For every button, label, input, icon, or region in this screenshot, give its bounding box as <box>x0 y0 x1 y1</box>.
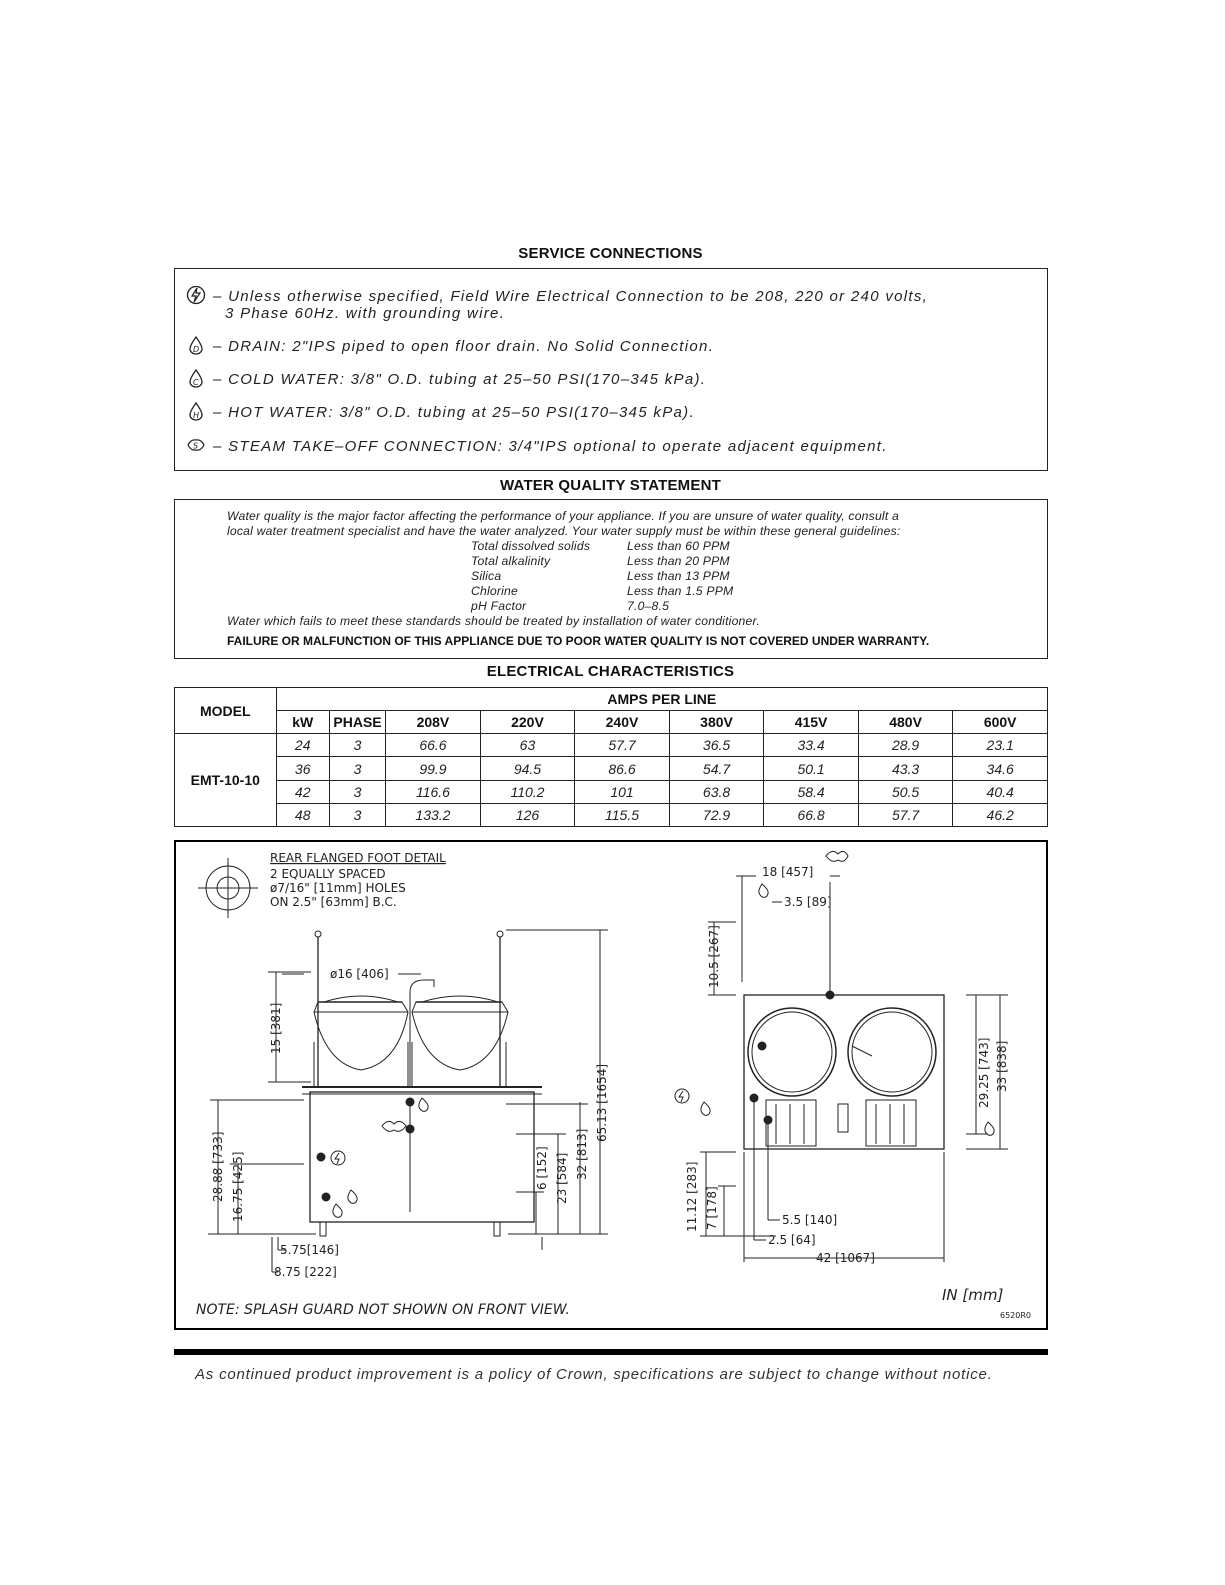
dim-label: 28.88 [733] <box>211 1131 225 1202</box>
table-cell: 46.2 <box>953 803 1048 826</box>
front-view <box>208 930 608 1272</box>
table-cell: 50.1 <box>764 757 859 780</box>
dim-label: 65.13 [1654] <box>595 1063 609 1142</box>
column-header: kW <box>276 711 329 734</box>
table-cell: 3 <box>329 757 385 780</box>
foot-detail-title: REAR FLANGED FOOT DETAIL <box>270 851 446 865</box>
svg-text:H: H <box>193 411 201 420</box>
table-cell: 72.9 <box>669 803 764 826</box>
table-cell: 66.6 <box>386 734 481 757</box>
model-header: MODEL <box>175 688 277 734</box>
dim-label: 16.75 [425] <box>231 1151 245 1222</box>
table-cell: 54.7 <box>669 757 764 780</box>
foot-detail-line: 2 EQUALLY SPACED <box>270 867 386 881</box>
water-intro-line2: local water treatment specialist and have the water analyzed. Your water supply must be within these general guidelines: <box>227 524 901 538</box>
table-cell: 48 <box>276 803 329 826</box>
column-header: 240V <box>575 711 670 734</box>
foot-detail-line: ON 2.5" [63mm] B.C. <box>270 895 397 909</box>
dim-label: 15 [381] <box>269 1002 283 1054</box>
svg-text:C: C <box>193 378 200 387</box>
dim-label: 5.5 [140] <box>782 1213 838 1227</box>
footer-disclaimer: As continued product improvement is a policy of Crown, specifications are subject to change without notice. <box>195 1366 993 1383</box>
dim-diameter: ø16 [406] <box>330 967 389 981</box>
table-cell: 28.9 <box>858 734 953 757</box>
table-cell: 101 <box>575 780 670 803</box>
svg-text:D: D <box>193 345 201 354</box>
table-cell: 86.6 <box>575 757 670 780</box>
table-cell: 116.6 <box>386 780 481 803</box>
column-header: 480V <box>858 711 953 734</box>
table-row <box>175 757 1048 780</box>
table-cell: 126 <box>480 803 575 826</box>
table-cell: 63 <box>480 734 575 757</box>
electrical-bolt-icon <box>185 285 207 305</box>
electrical-table <box>174 687 1048 827</box>
warranty-warning: FAILURE OR MALFUNCTION OF THIS APPLIANCE DUE TO POOR WATER QUALITY IS NOT COVERED UNDER WARRANTY. <box>227 634 930 648</box>
drawing-connection-icons <box>331 851 994 1217</box>
table-cell: 24 <box>276 734 329 757</box>
dim-label: 33 [838] <box>995 1040 1009 1092</box>
table-cell: 3 <box>329 803 385 826</box>
guideline-limit: Less than 60 PPM <box>627 539 730 553</box>
table-cell: 99.9 <box>386 757 481 780</box>
guideline-limit: Less than 13 PPM <box>627 569 730 583</box>
water-quality-box <box>174 499 1048 659</box>
model-name: EMT-10-10 <box>175 734 277 827</box>
dim-label: 18 [457] <box>762 865 814 879</box>
foot-detail-symbol <box>198 858 258 918</box>
table-cell: 50.5 <box>858 780 953 803</box>
column-header: 208V <box>386 711 481 734</box>
service-item-electrical: – Unless otherwise specified, Field Wire Electrical Connection to be 208, 220 or 240 volts, 3 Phase 60Hz. with grounding wire. <box>185 285 928 322</box>
splash-guard-note: NOTE: SPLASH GUARD NOT SHOWN ON FRONT VIEW. <box>196 1302 570 1318</box>
table-cell: 115.5 <box>575 803 670 826</box>
dim-label: 6 [152] <box>535 1146 549 1190</box>
dim-label: 23 [584] <box>555 1152 569 1204</box>
table-cell: 42 <box>276 780 329 803</box>
table-cell: 58.4 <box>764 780 859 803</box>
water-note: Water which fails to meet these standards should be treated by installation of water conditioner. <box>227 614 760 628</box>
guideline-name: Total alkalinity <box>471 554 551 568</box>
foot-detail-line: ø7/16" [11mm] HOLES <box>270 881 406 895</box>
guideline-name: Chlorine <box>471 584 518 598</box>
guideline-name: Silica <box>471 569 502 583</box>
amps-header: AMPS PER LINE <box>276 688 1047 711</box>
guideline-name: pH Factor <box>471 599 527 613</box>
table-row <box>175 780 1048 803</box>
table-cell: 40.4 <box>953 780 1048 803</box>
table-cell: 133.2 <box>386 803 481 826</box>
top-view <box>700 876 1008 1262</box>
table-cell: 36.5 <box>669 734 764 757</box>
table-cell: 3 <box>329 780 385 803</box>
dim-label: 42 [1067] <box>816 1251 875 1265</box>
service-item-drain: D – DRAIN: 2"IPS piped to open floor drain. No Solid Connection. <box>185 335 714 355</box>
guideline-limit: Less than 1.5 PPM <box>627 584 734 598</box>
guideline-name: Total dissolved solids <box>471 539 591 553</box>
table-cell: 34.6 <box>953 757 1048 780</box>
units-label: IN [mm] <box>942 1286 1004 1304</box>
service-connections-heading: SERVICE CONNECTIONS <box>518 245 703 262</box>
column-header: 220V <box>480 711 575 734</box>
technical-drawing <box>174 840 1048 1330</box>
table-cell: 94.5 <box>480 757 575 780</box>
table-cell: 57.7 <box>575 734 670 757</box>
service-item-cold-water: C – COLD WATER: 3/8" O.D. tubing at 25–50 PSI(170–345 kPa). <box>185 368 706 388</box>
table-cell: 110.2 <box>480 780 575 803</box>
table-cell: 33.4 <box>764 734 859 757</box>
table-row <box>175 803 1048 826</box>
service-item-steam: S – STEAM TAKE–OFF CONNECTION: 3/4"IPS optional to operate adjacent equipment. <box>185 435 888 455</box>
dim-label: 8.75 [222] <box>274 1265 337 1279</box>
cold-water-icon <box>185 368 207 388</box>
electrical-heading: ELECTRICAL CHARACTERISTICS <box>486 663 735 680</box>
drawing-canvas <box>176 842 1046 1328</box>
column-header: 380V <box>669 711 764 734</box>
water-quality-heading: WATER QUALITY STATEMENT <box>500 477 721 494</box>
drain-icon <box>185 335 207 355</box>
table-cell: 66.8 <box>764 803 859 826</box>
dim-label: 11.12 [283] <box>685 1161 699 1232</box>
table-cell: 63.8 <box>669 780 764 803</box>
steam-icon <box>185 435 207 455</box>
dim-label: 3.5 [89] <box>784 895 832 909</box>
table-cell: 3 <box>329 734 385 757</box>
dim-label: 10.5 [267] <box>707 925 721 988</box>
guideline-limit: 7.0–8.5 <box>627 599 670 613</box>
service-item-hot-water: H – HOT WATER: 3/8" O.D. tubing at 25–50 PSI(170–345 kPa). <box>185 401 695 421</box>
dim-label: 5.75[146] <box>280 1243 339 1257</box>
dim-label: 2.5 [64] <box>768 1233 816 1247</box>
svg-text:S: S <box>193 441 200 451</box>
hot-water-icon <box>185 401 207 421</box>
dim-label: 29.25 [743] <box>977 1037 991 1108</box>
footer-rule <box>174 1349 1048 1355</box>
table-cell: 43.3 <box>858 757 953 780</box>
service-connections-box <box>174 268 1048 471</box>
water-intro-line1: Water quality is the major factor affecting the performance of your appliance. If you are unsure of water quality, consult a <box>227 509 899 523</box>
column-header: 415V <box>764 711 859 734</box>
guideline-limit: Less than 20 PPM <box>627 554 730 568</box>
dim-label: 7 [178] <box>705 1186 719 1230</box>
table-cell: 23.1 <box>953 734 1048 757</box>
drawing-code: 6520R0 <box>1000 1311 1032 1320</box>
table-cell: 36 <box>276 757 329 780</box>
dim-label: 32 [813] <box>575 1128 589 1180</box>
column-header: 600V <box>953 711 1048 734</box>
table-row <box>175 734 1048 757</box>
table-cell: 57.7 <box>858 803 953 826</box>
column-header: PHASE <box>329 711 385 734</box>
